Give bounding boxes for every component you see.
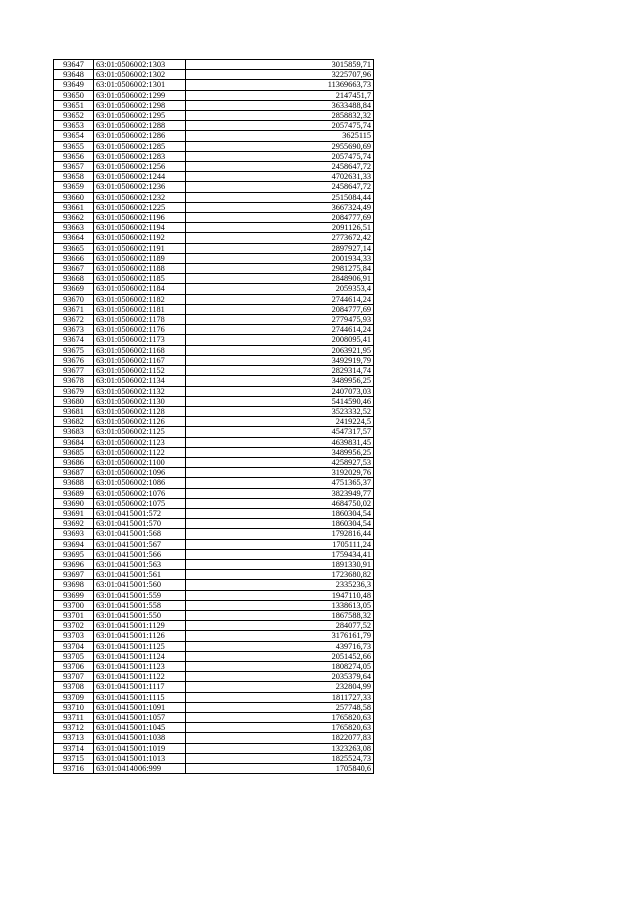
row-number-cell: 93649 — [54, 80, 94, 90]
row-number-cell: 93647 — [54, 60, 94, 70]
cadastral-value-cell: 3492919,79 — [186, 355, 374, 365]
table-row — [54, 90, 374, 100]
row-number-cell: 93708 — [54, 682, 94, 692]
table-row — [54, 559, 374, 569]
cadastral-value-cell: 3225707,96 — [186, 70, 374, 80]
row-number-cell: 93671 — [54, 304, 94, 314]
cadastral-number-cell: 63:01:0506002:1128 — [94, 406, 186, 416]
cadastral-number-cell: 63:01:0415001:1129 — [94, 621, 186, 631]
row-number-cell: 93702 — [54, 621, 94, 631]
row-number-cell: 93688 — [54, 478, 94, 488]
row-number-cell: 93685 — [54, 447, 94, 457]
cadastral-number-cell: 63:01:0506002:1096 — [94, 468, 186, 478]
table-row — [54, 519, 374, 529]
table-row — [54, 600, 374, 610]
cadastral-number-cell: 63:01:0506002:1286 — [94, 131, 186, 141]
row-number-cell: 93694 — [54, 539, 94, 549]
cadastral-number-cell: 63:01:0506002:1299 — [94, 90, 186, 100]
cadastral-number-cell: 63:01:0506002:1182 — [94, 294, 186, 304]
row-number-cell: 93707 — [54, 672, 94, 682]
cadastral-value-cell: 1323263,08 — [186, 743, 374, 753]
table-row — [54, 570, 374, 580]
cadastral-number-cell: 63:01:0415001:1057 — [94, 713, 186, 723]
cadastral-number-cell: 63:01:0506002:1196 — [94, 213, 186, 223]
cadastral-value-cell: 1792816,44 — [186, 529, 374, 539]
cadastral-number-cell: 63:01:0506002:1130 — [94, 396, 186, 406]
cadastral-number-cell: 63:01:0415001:1045 — [94, 723, 186, 733]
cadastral-number-cell: 63:01:0506002:1236 — [94, 182, 186, 192]
cadastral-value-cell: 1765820,63 — [186, 723, 374, 733]
cadastral-number-cell: 63:01:0506002:1295 — [94, 111, 186, 121]
row-number-cell: 93697 — [54, 570, 94, 580]
table-row — [54, 284, 374, 294]
row-number-cell: 93690 — [54, 498, 94, 508]
cadastral-number-cell: 63:01:0415001:550 — [94, 610, 186, 620]
cadastral-value-cell: 2955690,69 — [186, 141, 374, 151]
table-row — [54, 294, 374, 304]
cadastral-value-cell: 1808274,05 — [186, 661, 374, 671]
table-row — [54, 141, 374, 151]
cadastral-value-cell: 2051452,66 — [186, 651, 374, 661]
cadastral-number-cell: 63:01:0506002:1301 — [94, 80, 186, 90]
row-number-cell: 93683 — [54, 427, 94, 437]
row-number-cell: 93691 — [54, 508, 94, 518]
cadastral-number-cell: 63:01:0506002:1194 — [94, 223, 186, 233]
cadastral-number-cell: 63:01:0506002:1100 — [94, 457, 186, 467]
table-row — [54, 355, 374, 365]
table-row — [54, 539, 374, 549]
table-row — [54, 70, 374, 80]
cadastral-number-cell: 63:01:0415001:1126 — [94, 631, 186, 641]
row-number-cell: 93711 — [54, 713, 94, 723]
row-number-cell: 93689 — [54, 488, 94, 498]
cadastral-number-cell: 63:01:0506002:1173 — [94, 335, 186, 345]
row-number-cell: 93675 — [54, 345, 94, 355]
table-row — [54, 723, 374, 733]
table-row — [54, 131, 374, 141]
cadastral-number-cell: 63:01:0415001:1019 — [94, 743, 186, 753]
table-row — [54, 182, 374, 192]
table-row — [54, 406, 374, 416]
cadastral-value-cell: 1825524,73 — [186, 753, 374, 763]
cadastral-value-cell: 2057475,74 — [186, 151, 374, 161]
cadastral-number-cell: 63:01:0415001:568 — [94, 529, 186, 539]
row-number-cell: 93648 — [54, 70, 94, 80]
row-number-cell: 93692 — [54, 519, 94, 529]
table-row — [54, 661, 374, 671]
cadastral-value-cell: 4702631,33 — [186, 172, 374, 182]
row-number-cell: 93695 — [54, 549, 94, 559]
cadastral-number-cell: 63:01:0506002:1185 — [94, 274, 186, 284]
cadastral-value-cell: 3633488,84 — [186, 100, 374, 110]
row-number-cell: 93674 — [54, 335, 94, 345]
row-number-cell: 93677 — [54, 366, 94, 376]
cadastral-number-cell: 63:01:0415001:570 — [94, 519, 186, 529]
row-number-cell: 93676 — [54, 355, 94, 365]
cadastral-number-cell: 63:01:0415001:558 — [94, 600, 186, 610]
row-number-cell: 93663 — [54, 223, 94, 233]
cadastral-value-cell: 257748,58 — [186, 702, 374, 712]
cadastral-value-cell: 4684750,02 — [186, 498, 374, 508]
table-row — [54, 743, 374, 753]
cadastral-value-cell: 2059353,4 — [186, 284, 374, 294]
cadastral-value-cell: 2829314,74 — [186, 366, 374, 376]
row-number-cell: 93687 — [54, 468, 94, 478]
cadastral-number-cell: 63:01:0506002:1167 — [94, 355, 186, 365]
table-row — [54, 162, 374, 172]
cadastral-number-cell: 63:01:0415001:1013 — [94, 753, 186, 763]
cadastral-value-cell: 3625115 — [186, 131, 374, 141]
cadastral-number-cell: 63:01:0415001:1122 — [94, 672, 186, 682]
row-number-cell: 93706 — [54, 661, 94, 671]
cadastral-value-cell: 1811727,33 — [186, 692, 374, 702]
cadastral-value-cell: 2091126,51 — [186, 223, 374, 233]
table-row — [54, 631, 374, 641]
cadastral-value-cell: 1759434,41 — [186, 549, 374, 559]
table-row — [54, 151, 374, 161]
row-number-cell: 93658 — [54, 172, 94, 182]
cadastral-number-cell: 63:01:0506002:1285 — [94, 141, 186, 151]
cadastral-value-cell: 2858832,32 — [186, 111, 374, 121]
row-number-cell: 93661 — [54, 202, 94, 212]
table-row — [54, 60, 374, 70]
cadastral-value-cell: 1705840,6 — [186, 764, 374, 774]
cadastral-number-cell: 63:01:0415001:1124 — [94, 651, 186, 661]
cadastral-number-cell: 63:01:0415001:563 — [94, 559, 186, 569]
cadastral-number-cell: 63:01:0506002:1298 — [94, 100, 186, 110]
table-row — [54, 498, 374, 508]
cadastral-number-cell: 63:01:0506002:1225 — [94, 202, 186, 212]
table-row — [54, 692, 374, 702]
cadastral-value-cell: 2779475,93 — [186, 315, 374, 325]
row-number-cell: 93679 — [54, 386, 94, 396]
cadastral-value-cell: 2008095,41 — [186, 335, 374, 345]
row-number-cell: 93693 — [54, 529, 94, 539]
cadastral-number-cell: 63:01:0506002:1123 — [94, 437, 186, 447]
cadastral-value-cell: 2848906,91 — [186, 274, 374, 284]
table-row — [54, 111, 374, 121]
table-row — [54, 753, 374, 763]
cadastral-number-cell: 63:01:0506002:1122 — [94, 447, 186, 457]
row-number-cell: 93709 — [54, 692, 94, 702]
row-number-cell: 93712 — [54, 723, 94, 733]
row-number-cell: 93650 — [54, 90, 94, 100]
table-row — [54, 468, 374, 478]
cadastral-value-cell: 3489956,25 — [186, 447, 374, 457]
table-row — [54, 396, 374, 406]
row-number-cell: 93659 — [54, 182, 94, 192]
row-number-cell: 93652 — [54, 111, 94, 121]
table-row — [54, 386, 374, 396]
table-row — [54, 672, 374, 682]
table-row — [54, 713, 374, 723]
table-row — [54, 304, 374, 314]
row-number-cell: 93668 — [54, 274, 94, 284]
row-number-cell: 93700 — [54, 600, 94, 610]
cadastral-value-cell: 2335236,3 — [186, 580, 374, 590]
cadastral-number-cell: 63:01:0506002:1178 — [94, 315, 186, 325]
cadastral-value-cell: 4639831,45 — [186, 437, 374, 447]
cadastral-number-cell: 63:01:0506002:1191 — [94, 243, 186, 253]
table-row — [54, 243, 374, 253]
row-number-cell: 93656 — [54, 151, 94, 161]
cadastral-value-cell: 3523332,52 — [186, 406, 374, 416]
row-number-cell: 93653 — [54, 121, 94, 131]
cadastral-value-cell: 284077,52 — [186, 621, 374, 631]
table-row — [54, 733, 374, 743]
row-number-cell: 93681 — [54, 406, 94, 416]
cadastral-number-cell: 63:01:0506002:1188 — [94, 264, 186, 274]
table-row — [54, 213, 374, 223]
cadastral-number-cell: 63:01:0506002:1086 — [94, 478, 186, 488]
cadastral-value-cell: 2458647,72 — [186, 162, 374, 172]
cadastral-number-cell: 63:01:0506002:1303 — [94, 60, 186, 70]
row-number-cell: 93716 — [54, 764, 94, 774]
cadastral-value-cell: 11369663,73 — [186, 80, 374, 90]
cadastral-number-cell: 63:01:0415001:1125 — [94, 641, 186, 651]
row-number-cell: 93670 — [54, 294, 94, 304]
cadastral-value-cell: 2458647,72 — [186, 182, 374, 192]
row-number-cell: 93703 — [54, 631, 94, 641]
row-number-cell: 93651 — [54, 100, 94, 110]
cadastral-value-cell: 2897927,14 — [186, 243, 374, 253]
cadastral-number-cell: 63:01:0506002:1075 — [94, 498, 186, 508]
cadastral-value-cell: 4258927,53 — [186, 457, 374, 467]
table-row — [54, 366, 374, 376]
cadastral-number-cell: 63:01:0506002:1184 — [94, 284, 186, 294]
cadastral-number-cell: 63:01:0506002:1181 — [94, 304, 186, 314]
table-row — [54, 641, 374, 651]
row-number-cell: 93686 — [54, 457, 94, 467]
cadastral-number-cell: 63:01:0415001:559 — [94, 590, 186, 600]
cadastral-value-cell: 3015859,71 — [186, 60, 374, 70]
cadastral-number-cell: 63:01:0506002:1152 — [94, 366, 186, 376]
table-row — [54, 682, 374, 692]
cadastral-value-cell: 2084777,69 — [186, 213, 374, 223]
cadastral-value-cell: 1765820,63 — [186, 713, 374, 723]
table-row — [54, 172, 374, 182]
cadastral-number-cell: 63:01:0415001:1123 — [94, 661, 186, 671]
row-number-cell: 93699 — [54, 590, 94, 600]
cadastral-value-cell: 2981275,84 — [186, 264, 374, 274]
cadastral-number-cell: 63:01:0506002:1134 — [94, 376, 186, 386]
cadastral-number-cell: 63:01:0415001:1038 — [94, 733, 186, 743]
cadastral-value-cell: 232804,99 — [186, 682, 374, 692]
table-row — [54, 764, 374, 774]
cadastral-value-cell: 3176161,79 — [186, 631, 374, 641]
cadastral-value-cell: 2035379,64 — [186, 672, 374, 682]
row-number-cell: 93654 — [54, 131, 94, 141]
table-row — [54, 457, 374, 467]
table-row — [54, 121, 374, 131]
row-number-cell: 93660 — [54, 192, 94, 202]
cadastral-number-cell: 63:01:0415001:560 — [94, 580, 186, 590]
table-row — [54, 621, 374, 631]
cadastral-value-cell: 1860304,54 — [186, 519, 374, 529]
row-number-cell: 93713 — [54, 733, 94, 743]
row-number-cell: 93698 — [54, 580, 94, 590]
cadastral-number-cell: 63:01:0506002:1192 — [94, 233, 186, 243]
table-row — [54, 437, 374, 447]
row-number-cell: 93678 — [54, 376, 94, 386]
cadastral-number-cell: 63:01:0415001:567 — [94, 539, 186, 549]
row-number-cell: 93667 — [54, 264, 94, 274]
table-row — [54, 590, 374, 600]
cadastral-number-cell: 63:01:0506002:1176 — [94, 325, 186, 335]
row-number-cell: 93672 — [54, 315, 94, 325]
cadastral-value-cell: 5414590,46 — [186, 396, 374, 406]
cadastral-number-cell: 63:01:0506002:1189 — [94, 253, 186, 263]
cadastral-number-cell: 63:01:0506002:1126 — [94, 417, 186, 427]
row-number-cell: 93662 — [54, 213, 94, 223]
row-number-cell: 93701 — [54, 610, 94, 620]
table-row — [54, 376, 374, 386]
table-body — [54, 60, 374, 774]
cadastral-number-cell: 63:01:0415001:1091 — [94, 702, 186, 712]
row-number-cell: 93714 — [54, 743, 94, 753]
row-number-cell: 93715 — [54, 753, 94, 763]
cadastral-value-cell: 2084777,69 — [186, 304, 374, 314]
cadastral-value-cell: 2001934,33 — [186, 253, 374, 263]
table-row — [54, 202, 374, 212]
table-row — [54, 253, 374, 263]
row-number-cell: 93680 — [54, 396, 94, 406]
table-row — [54, 100, 374, 110]
row-number-cell: 93704 — [54, 641, 94, 651]
cadastral-value-cell: 1338613,05 — [186, 600, 374, 610]
table-row — [54, 702, 374, 712]
cadastral-value-cell: 1860304,54 — [186, 508, 374, 518]
cadastral-value-cell: 2057475,74 — [186, 121, 374, 131]
row-number-cell: 93673 — [54, 325, 94, 335]
row-number-cell: 93665 — [54, 243, 94, 253]
cadastral-number-cell: 63:01:0506002:1244 — [94, 172, 186, 182]
cadastral-value-cell: 1705111,24 — [186, 539, 374, 549]
cadastral-value-cell: 3823949,77 — [186, 488, 374, 498]
table-row — [54, 447, 374, 457]
table-row — [54, 427, 374, 437]
table-row — [54, 651, 374, 661]
cadastral-number-cell: 63:01:0415001:1117 — [94, 682, 186, 692]
cadastral-value-cell: 439716,73 — [186, 641, 374, 651]
table-row — [54, 233, 374, 243]
cadastral-number-cell: 63:01:0415001:1115 — [94, 692, 186, 702]
cadastral-value-table — [53, 59, 374, 774]
cadastral-number-cell: 63:01:0506002:1076 — [94, 488, 186, 498]
cadastral-value-cell: 2407073,03 — [186, 386, 374, 396]
row-number-cell: 93710 — [54, 702, 94, 712]
cadastral-value-cell: 1867588,32 — [186, 610, 374, 620]
row-number-cell: 93696 — [54, 559, 94, 569]
cadastral-number-cell: 63:01:0506002:1302 — [94, 70, 186, 80]
table-row — [54, 478, 374, 488]
table-row — [54, 274, 374, 284]
row-number-cell: 93664 — [54, 233, 94, 243]
cadastral-value-cell: 2147451,7 — [186, 90, 374, 100]
table-row — [54, 580, 374, 590]
table-row — [54, 325, 374, 335]
table-row — [54, 223, 374, 233]
row-number-cell: 93684 — [54, 437, 94, 447]
cadastral-value-cell: 2063921,95 — [186, 345, 374, 355]
cadastral-number-cell: 63:01:0506002:1125 — [94, 427, 186, 437]
cadastral-value-cell: 3192029,76 — [186, 468, 374, 478]
cadastral-value-cell: 2419224,5 — [186, 417, 374, 427]
cadastral-value-cell: 4547317,57 — [186, 427, 374, 437]
row-number-cell: 93682 — [54, 417, 94, 427]
cadastral-number-cell: 63:01:0415001:572 — [94, 508, 186, 518]
table-row — [54, 529, 374, 539]
table-row — [54, 610, 374, 620]
cadastral-number-cell: 63:01:0506002:1288 — [94, 121, 186, 131]
row-number-cell: 93705 — [54, 651, 94, 661]
table-row — [54, 417, 374, 427]
cadastral-value-cell: 2744614,24 — [186, 294, 374, 304]
cadastral-value-cell: 1822077,83 — [186, 733, 374, 743]
table-row — [54, 549, 374, 559]
cadastral-value-cell: 3489956,25 — [186, 376, 374, 386]
cadastral-number-cell: 63:01:0506002:1168 — [94, 345, 186, 355]
table-row — [54, 488, 374, 498]
cadastral-value-cell: 2744614,24 — [186, 325, 374, 335]
table-row — [54, 192, 374, 202]
row-number-cell: 93655 — [54, 141, 94, 151]
cadastral-value-cell: 2515084,44 — [186, 192, 374, 202]
cadastral-value-cell: 1891330,91 — [186, 559, 374, 569]
cadastral-value-cell: 4751365,37 — [186, 478, 374, 488]
table-row — [54, 508, 374, 518]
cadastral-number-cell: 63:01:0506002:1283 — [94, 151, 186, 161]
cadastral-value-cell: 2773672,42 — [186, 233, 374, 243]
cadastral-number-cell: 63:01:0415001:566 — [94, 549, 186, 559]
cadastral-number-cell: 63:01:0415001:561 — [94, 570, 186, 580]
cadastral-number-cell: 63:01:0506002:1256 — [94, 162, 186, 172]
cadastral-number-cell: 63:01:0506002:1232 — [94, 192, 186, 202]
table-row — [54, 315, 374, 325]
cadastral-value-cell: 3667324,49 — [186, 202, 374, 212]
table-row — [54, 345, 374, 355]
table-row — [54, 335, 374, 345]
cadastral-number-cell: 63:01:0414006:999 — [94, 764, 186, 774]
cadastral-value-cell: 1947110,48 — [186, 590, 374, 600]
row-number-cell: 93657 — [54, 162, 94, 172]
row-number-cell: 93669 — [54, 284, 94, 294]
table-row — [54, 80, 374, 90]
cadastral-number-cell: 63:01:0506002:1132 — [94, 386, 186, 396]
row-number-cell: 93666 — [54, 253, 94, 263]
cadastral-value-cell: 1723680,82 — [186, 570, 374, 580]
table-row — [54, 264, 374, 274]
